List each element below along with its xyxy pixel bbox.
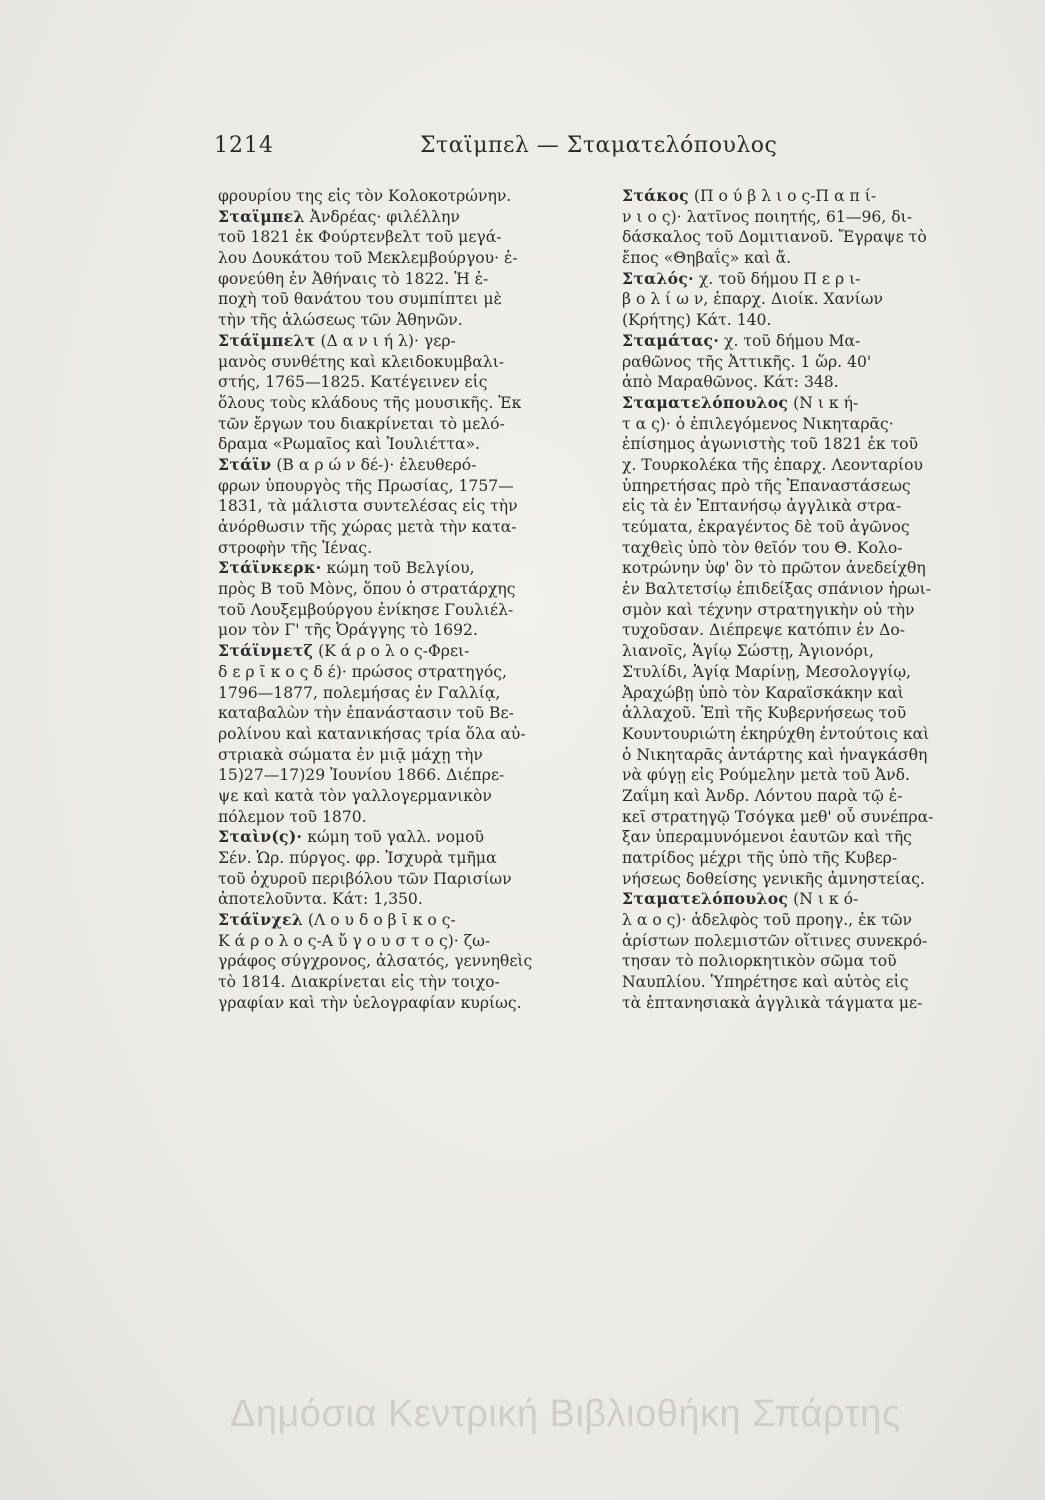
text-line: [622, 683, 1032, 704]
line-text: Ἀνδρέας· φιλέλλην: [304, 207, 460, 226]
line-text: Ἀραχώβῃ ὑπὸ τὸν Καραϊσκάκην καὶ: [622, 683, 904, 702]
line-text: εἰς τὰ ἐν Ἑπτανήσῳ ἀγγλικὰ στρα-: [622, 497, 902, 516]
text-line: [218, 393, 608, 414]
line-text: ἔπος «Θηβαΐς» καὶ ἄ.: [622, 249, 792, 268]
line-text: 1831, τὰ μάλιστα συντελέσας εἰς τὴν: [218, 497, 518, 516]
text-line: [622, 269, 1032, 290]
line-text: ὅλους τοὺς κλάδους τῆς μουσικῆς. Ἐκ: [218, 393, 522, 412]
line-text: φρων ὑπουργὸς τῆς Πρωσίας, 1757—: [218, 476, 514, 495]
line-text: σμὸν καὶ τέχνην στρατηγικὴν οὐ τὴν: [622, 600, 915, 619]
text-line: [218, 372, 608, 393]
text-line: [218, 807, 608, 828]
text-line: [622, 414, 1032, 435]
text-line: [218, 827, 608, 848]
line-text: τοῦ 1821 ἐκ Φούρτενβελτ τοῦ μεγά-: [218, 228, 502, 247]
text-line: [218, 993, 608, 1014]
text-line: [622, 289, 1032, 310]
text-line: [218, 310, 608, 331]
entry-headword: Στάϊν: [218, 454, 272, 474]
line-text: τ α ς)· ὁ ἐπιλεγόμενος Νικηταρᾶς·: [622, 414, 894, 433]
line-text: χ. τοῦ δήμου Μα-: [719, 331, 861, 350]
line-text: (Λ ο υ δ ο β ῖ κ ο ς-: [302, 911, 456, 930]
text-line: [622, 227, 1032, 248]
text-line: [622, 765, 1032, 786]
line-text: λ α ο ς)· ἀδελφὸς τοῦ προηγ., ἐκ τῶν: [622, 911, 912, 930]
text-line: [218, 910, 608, 931]
text-line: [218, 724, 608, 745]
line-text: νήσεως δοθείσης γενικῆς ἀμνηστείας.: [622, 869, 925, 888]
text-line: [218, 786, 608, 807]
text-line: [622, 455, 1032, 476]
line-text: (Κ ά ρ ο λ ο ς-Φρει-: [313, 642, 470, 661]
line-text: (Π ο ύ β λ ι ο ς-Π α π ί-: [688, 187, 877, 205]
text-line: [218, 289, 608, 310]
line-text: ρολίνου καὶ κατανικήσας τρία ὅλα αὐ-: [218, 724, 526, 743]
text-line: [622, 620, 1032, 641]
text-line: [218, 558, 608, 579]
text-line: [622, 807, 1032, 828]
line-text: (Β α ρ ώ ν δέ-)· ἐλευθερό-: [271, 455, 477, 474]
line-text: Ζαΐμη καὶ Ἀνδρ. Λόντου παρὰ τῷ ἐ-: [622, 786, 903, 805]
text-line: [622, 517, 1032, 538]
line-text: ἀπὸ Μαραθῶνος. Κάτ: 348.: [622, 373, 839, 392]
text-line: [218, 331, 608, 352]
text-line: [622, 393, 1032, 414]
line-text: 1796—1877, πολεμήσας ἐν Γαλλίᾳ,: [218, 683, 501, 702]
line-text: κώμη τοῦ Βελγίου,: [321, 559, 475, 578]
text-line: [218, 227, 608, 248]
text-line: [622, 910, 1032, 931]
entry-headword: Σταματελόπουλος: [622, 889, 789, 909]
line-text: τησαν τὸ πολιορκητικὸν σῶμα τοῦ: [622, 952, 897, 971]
page-number: 1214: [214, 133, 274, 158]
text-line: [218, 662, 608, 683]
text-line: [218, 517, 608, 538]
line-text: καταβαλὼν τὴν ἐπανάστασιν τοῦ Βε-: [218, 704, 514, 723]
text-line: [622, 724, 1032, 745]
line-text: κώμη τοῦ γαλλ. νομοῦ: [302, 828, 484, 847]
line-text: μανὸς συνθέτης καὶ κλειδοκυμβαλι-: [218, 352, 505, 371]
line-text: χ. τοῦ δήμου Π ε ρ ι-: [693, 269, 861, 288]
line-text: 15)27—17)29 Ἰουνίου 1866. Διέπρε-: [218, 766, 505, 785]
entry-headword: Στάϊνμετζ: [218, 641, 314, 661]
line-text: ἐν Βαλτετσίῳ ἐπιδείξας σπάνιον ἡρωι-: [622, 580, 932, 599]
page-header: [0, 133, 1045, 173]
text-line: [622, 558, 1032, 579]
text-line: [218, 848, 608, 869]
line-text: στής, 1765—1825. Κατέγεινεν εἰς: [218, 373, 488, 392]
line-text: (Δ α ν ι ή λ)· γερ-: [315, 331, 456, 350]
text-line: [622, 703, 1032, 724]
entry-headword: Σταμάτας·: [622, 330, 720, 350]
line-text: Ναυπλίου. Ὑπηρέτησε καὶ αὐτὸς εἰς: [622, 973, 909, 992]
text-line: [622, 993, 1032, 1014]
line-text: πόλεμον τοῦ 1870.: [218, 807, 367, 826]
text-line: [622, 434, 1032, 455]
running-title: Σταϊμπελ — Σταματελόπουλος: [420, 133, 778, 158]
entry-headword: Στάκος: [622, 186, 689, 205]
line-text: ἐπίσημος ἀγωνιστὴς τοῦ 1821 ἐκ τοῦ: [622, 435, 919, 454]
text-line: [622, 248, 1032, 269]
text-line: [218, 869, 608, 890]
text-line: [218, 951, 608, 972]
line-text: νὰ φύγῃ εἰς Ρούμελην μετὰ τοῦ Ἀνδ.: [622, 766, 910, 785]
text-line: [218, 620, 608, 641]
text-line: [622, 848, 1032, 869]
text-line: [622, 579, 1032, 600]
line-text: δ ε ρ ῖ κ ο ς δ έ)· πρώσος στρατηγός,: [218, 662, 507, 681]
text-line: [218, 538, 608, 559]
text-line: [622, 662, 1032, 683]
entry-headword: Στάϊμπελτ: [218, 330, 316, 350]
text-line: [218, 765, 608, 786]
text-line: [622, 641, 1032, 662]
line-text: τὰ ἑπτανησιακὰ ἀγγλικὰ τάγματα με-: [622, 993, 923, 1012]
line-text: ὁ Νικηταρᾶς ἀντάρτης καὶ ἠναγκάσθη: [622, 745, 928, 764]
library-watermark: Δημόσια Κεντρική Βιβλιοθήκη Σπάρτης: [230, 1393, 901, 1435]
line-text: πρὸς Β τοῦ Μὸνς, ὅπου ὁ στρατάρχης: [218, 580, 516, 599]
text-line: [622, 496, 1032, 517]
line-text: Κ ά ρ ο λ ο ς-Α ὔ γ ο υ σ τ ο ς)· ζω-: [218, 931, 491, 950]
line-text: (Ν ι κ ή-: [788, 393, 859, 412]
text-line: [218, 352, 608, 373]
text-line: [218, 248, 608, 269]
text-line: [622, 186, 1032, 207]
line-text: λου Δουκάτου τοῦ Μεκλεμβούργου· ἐ-: [218, 249, 518, 268]
text-line: [622, 745, 1032, 766]
text-line: [218, 972, 608, 993]
line-text: Στυλίδι, Ἁγίᾳ Μαρίνῃ, Μεσολογγίῳ,: [622, 662, 912, 681]
text-line: [218, 207, 608, 228]
line-text: γράφος σύγχρονος, ἀλσατός, γεννηθεὶς: [218, 952, 533, 971]
entry-headword: Στάϊνκερκ·: [218, 558, 322, 578]
text-line: [622, 372, 1032, 393]
text-line: [622, 207, 1032, 228]
entry-headword: Σταϊμπελ: [218, 206, 305, 226]
line-text: ἀνόρθωσιν τῆς χώρας μετὰ τὴν κατα-: [218, 518, 517, 536]
line-text: τυχοῦσαν. Διέπρεψε κατόπιν ἐν Δο-: [622, 621, 906, 640]
text-line: [218, 931, 608, 952]
text-line: [218, 745, 608, 766]
line-text: τεύματα, ἐκραγέντος δὲ τοῦ ἀγῶνος: [622, 518, 910, 536]
text-line: [218, 496, 608, 517]
line-text: τὸ 1814. Διακρίνεται εἰς τὴν τοιχο-: [218, 973, 500, 992]
line-text: ψε καὶ κατὰ τὸν γαλλογερμανικὸν: [218, 786, 492, 805]
line-text: Σέν. Ὡρ. πύργος. φρ. Ἰσχυρὰ τμῆμα: [218, 849, 497, 867]
line-text: γραφίαν καὶ τὴν ὑελογραφίαν κυρίως.: [218, 993, 522, 1012]
text-line: [218, 579, 608, 600]
line-text: ὑπηρετήσας πρὸ τῆς Ἐπαναστάσεως: [622, 476, 911, 495]
line-text: δραμα «Ρωμαῖος καὶ Ἰουλιέττα».: [218, 435, 481, 454]
line-text: φρουρίου της εἰς τὸν Κολοκοτρώνην.: [218, 187, 512, 205]
line-text: ἀρίστων πολεμιστῶν οἵτινες συνεκρό-: [622, 931, 928, 950]
text-line: [218, 455, 608, 476]
entry-headword: Σταλός·: [622, 268, 694, 288]
text-line: [622, 538, 1032, 559]
text-line: [218, 269, 608, 290]
text-line: [622, 331, 1032, 352]
entry-headword: Στάϊνχελ: [218, 910, 303, 930]
line-text: (Ν ι κ ό-: [788, 890, 859, 909]
line-text: β ο λ ί ω ν, ἐπαρχ. Διοίκ. Χανίων: [622, 290, 883, 309]
line-text: στριακὰ σώματα ἐν μιᾷ μάχῃ τὴν: [218, 745, 483, 764]
text-line: [218, 703, 608, 724]
right-column: [622, 186, 1032, 1014]
line-text: χ. Τουρκολέκα τῆς ἐπαρχ. Λεονταρίου: [622, 455, 923, 474]
line-text: τὴν τῆς ἁλώσεως τῶν Ἀθηνῶν.: [218, 311, 463, 330]
line-text: κεῖ στρατηγῷ Τσόγκα μεθ' οὗ συνέπρα-: [622, 807, 934, 826]
text-line: [218, 600, 608, 621]
line-text: ἀλλαχοῦ. Ἐπὶ τῆς Κυβερνήσεως τοῦ: [622, 704, 907, 723]
text-line: [218, 889, 608, 910]
entry-headword: Σταὶν(ς)·: [218, 827, 303, 847]
text-line: [622, 476, 1032, 497]
line-text: λιανοῖς, Ἁγίῳ Σώστῃ, Ἀγιονόρι,: [622, 642, 874, 661]
text-line: [218, 641, 608, 662]
text-line: [218, 683, 608, 704]
text-line: [622, 972, 1032, 993]
line-text: ἀποτελοῦντα. Κάτ: 1,350.: [218, 890, 423, 909]
text-line: [622, 600, 1032, 621]
line-text: φονεύθη ἐν Ἀθήναις τὸ 1822. Ἡ ἐ-: [218, 269, 489, 288]
line-text: ν ι ο ς)· λατῖνος ποιητής, 61—96, δι-: [622, 207, 912, 226]
line-text: πατρίδος μέχρι τῆς ὑπὸ τῆς Κυβερ-: [622, 849, 898, 867]
text-line: [218, 434, 608, 455]
line-text: (Κρήτης) Κάτ. 140.: [622, 311, 772, 330]
line-text: κοτρώνην ὑφ' ὃν τὸ πρῶτον ἀνεδείχθη: [622, 559, 926, 578]
line-text: μον τὸν Γ' τῆς Ὀράγγης τὸ 1692.: [218, 621, 478, 640]
text-line: [622, 951, 1032, 972]
line-text: δάσκαλος τοῦ Δομιτιανοῦ. Ἔγραψε τὸ: [622, 228, 927, 247]
text-line: [622, 786, 1032, 807]
text-line: [218, 476, 608, 497]
entry-headword: Σταματελόπουλος: [622, 392, 789, 412]
line-text: τοῦ ὀχυροῦ περιβόλου τῶν Παρισίων: [218, 869, 512, 888]
line-text: ποχὴ τοῦ θανάτου του συμπίπτει μὲ: [218, 290, 502, 309]
line-text: τῶν ἔργων του διακρίνεται τὸ μελό-: [218, 414, 505, 433]
line-text: ξαν ὑπεραμυνόμενοι ἑαυτῶν καὶ τῆς: [622, 828, 912, 847]
line-text: ταχθεὶς ὑπὸ τὸν θεῖόν του Θ. Κολο-: [622, 538, 903, 557]
text-line: [218, 186, 608, 207]
text-line: [218, 414, 608, 435]
text-line: [622, 931, 1032, 952]
line-text: ραθῶνος τῆς Ἀττικῆς. 1 ὥρ. 40': [622, 352, 872, 371]
text-line: [622, 352, 1032, 373]
line-text: στροφὴν τῆς Ἰένας.: [218, 538, 373, 557]
text-line: [622, 869, 1032, 890]
line-text: Κουντουριώτη ἐκηρύχθη ἐντούτοις καὶ: [622, 724, 930, 743]
line-text: τοῦ Λουξεμβούργου ἐνίκησε Γουλιέλ-: [218, 600, 514, 619]
text-line: [622, 827, 1032, 848]
text-line: [622, 889, 1032, 910]
text-line: [622, 310, 1032, 331]
left-column: [218, 186, 608, 1014]
